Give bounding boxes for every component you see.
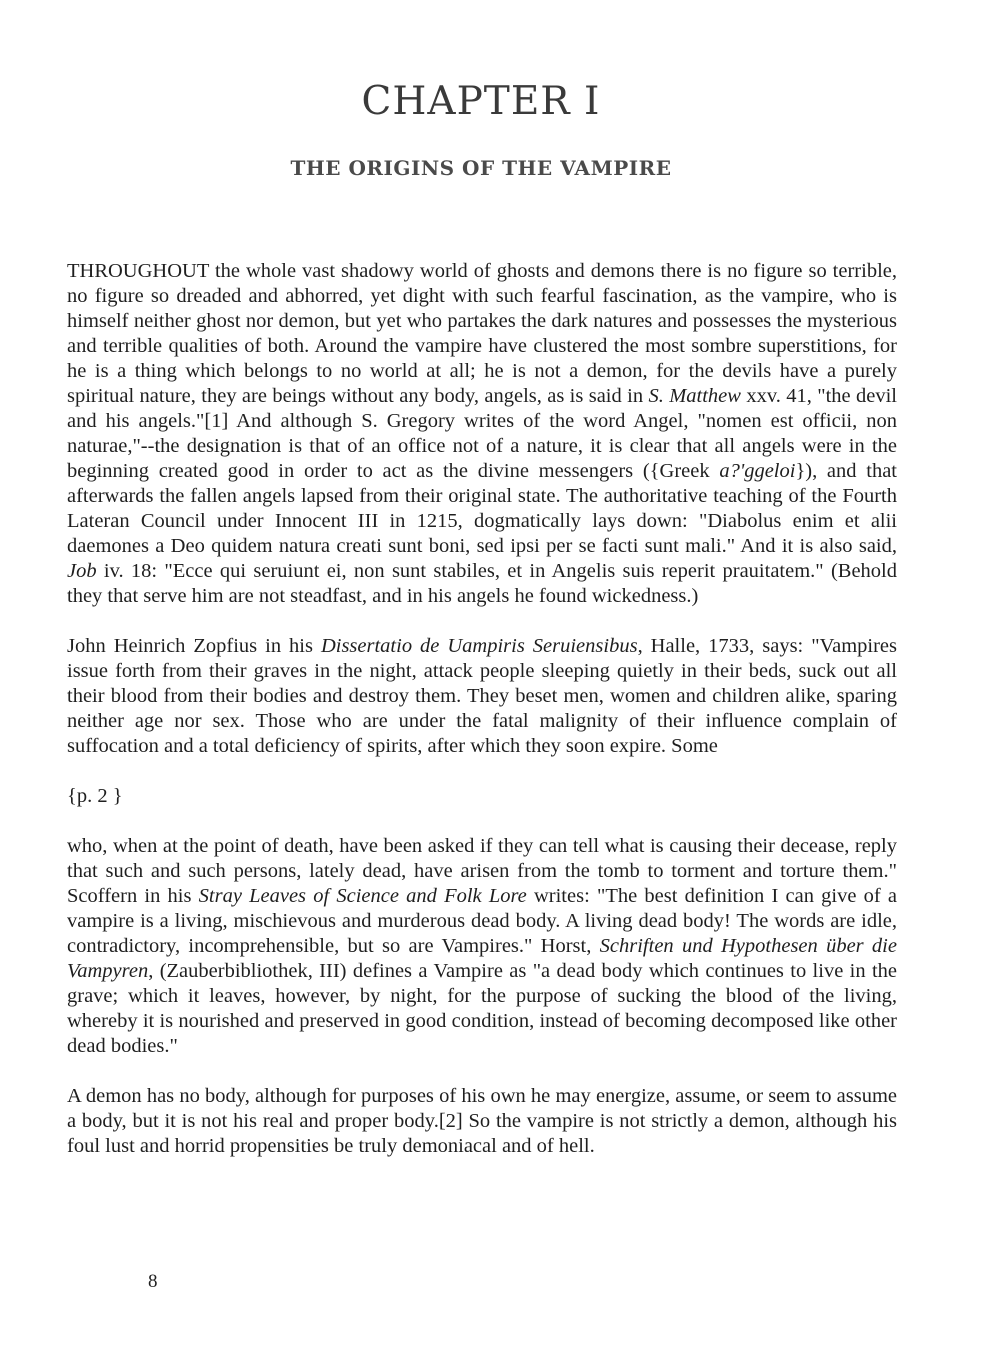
paragraph-3-text-a: who, when at the point of death, have been asked if they can tell what is causing their decease, reply that such and such persons, lately dead, have arisen from the tomb to torment and torture them." Scoffern in his	[67, 835, 897, 907]
chapter-subtitle: THE ORIGINS OF THE VAMPIRE	[290, 156, 672, 180]
paragraph-1-text-e: }), and that afterwards the fallen angels lapsed from their original state. The authoritative teaching of the Fourth Lateran Council under Innocent III in 1215, dogmatically lays down: "Diabolus enim et alii daemones a Deo quidem natura creati sunt boni, sed ipsi per se facti sunt mali." And it is also said,	[67, 460, 897, 557]
greek-word: a?'ggeloi	[719, 460, 796, 482]
citation-schriften: Schriften und Hypothesen über die Vampyren	[67, 935, 897, 982]
citation-matthew: S. Matthew	[648, 385, 741, 407]
citation-job: Job	[67, 560, 97, 582]
paragraph-3-text-e: , (Zauberbibliothek, III) defines a Vampire as "a dead body which continues to live in the grave; which it leaves, however, by night, for the purpose of sucking the blood of the living, whereby it is nourished and preserved in good condition, instead of becoming decomposed like other dead bodies."	[67, 960, 897, 1057]
page-number: 8	[148, 1271, 158, 1292]
paragraph-4: A demon has no body, although for purposes of his own he may energize, assume, or seem to assume a body, but it is not his real and proper body.[2] So the vampire is not strictly a demon, although his foul lust and horrid propensities be truly demoniacal and of hell.	[67, 1085, 897, 1157]
paragraph-3-text-c: writes: "The best definition I can give of a vampire is a living, mischievous and murderous dead body. A living dead body! The words are idle, contradictory, incomprehensible, but so are Vampires." Horst,	[67, 885, 897, 957]
body-text	[67, 259, 897, 1184]
paragraph-1-text-c: xxv. 41, "the devil and his angels."[1] And although S. Gregory writes of the word Angel, "nomen est officii, non naturae,"--the designation is that of an office not of a nature, it is clear that all angels were in the beginning created good in order to act as the divine messengers ({Greek	[67, 385, 898, 482]
paragraph-2-text-a: John Heinrich Zopfius in his	[67, 635, 321, 657]
page-break-marker: {p. 2 }	[67, 785, 123, 807]
citation-stray-leaves: Stray Leaves of Science and Folk Lore	[198, 885, 527, 907]
paragraph-1	[67, 259, 897, 609]
paragraph-1-text-a: THROUGHOUT the whole vast shadowy world of ghosts and demons there is no figure so terrible, no figure so dreaded and abhorred, yet dight with such fearful fascination, as the vampire, who is himself neither ghost nor demon, but yet who partakes the dark natures and possesses the mysterious and terrible qualities of both. Around the vampire have clustered the most sombre superstitions, for he is a thing which belongs to no world at all; he is not a demon, for the devils have a purely spiritual nature, they are beings without any body, angels, as is said in	[67, 260, 897, 407]
paragraph-3	[67, 834, 897, 1059]
paragraph-1-text-g: iv. 18: "Ecce qui seruiunt ei, non sunt stabiles, et in Angelis suis reperit prauitatem." (Behold they that serve him are not steadfast, and in his angels he found wickedness.)	[67, 560, 897, 607]
citation-dissertatio: Dissertatio de Uampiris Seruiensibus	[320, 635, 638, 657]
chapter-title: CHAPTER I	[361, 79, 601, 124]
paragraph-2	[67, 634, 897, 759]
paragraph-2-text-c: , Halle, 1733, says: "Vampires issue forth from their graves in the night, attack people sleeping quietly in their beds, suck out all their blood from their bodies and destroy them. They beset men, women and children alike, sparing neither age nor sex. Those who are under the fatal malignity of their influence complain of suffocation and a total deficiency of spirits, after which they soon expire. Some	[67, 635, 898, 757]
